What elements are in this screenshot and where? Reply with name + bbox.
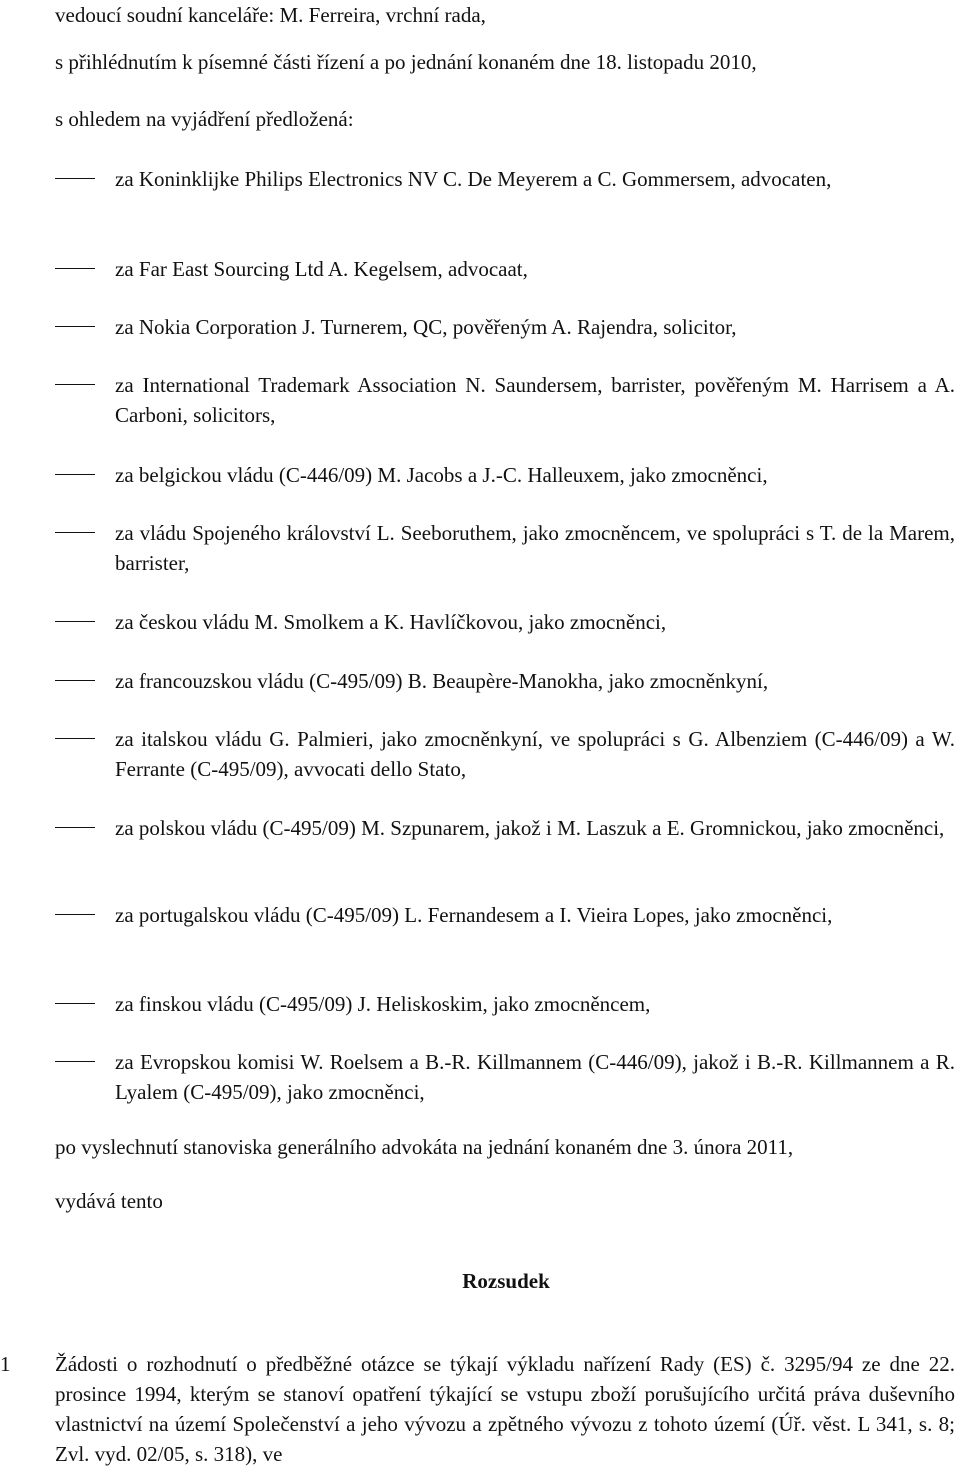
dash-bullet: [55, 326, 95, 327]
procedure-line: s přihlédnutím k písemné části řízení a po jednání konaném dne 18. listopadu 2010,: [55, 50, 757, 74]
observations-intro: s ohledem na vyjádření předložená:: [55, 107, 354, 131]
representative-text: za Far East Sourcing Ltd A. Kegelsem, advocaat,: [115, 257, 528, 281]
representative-item: [55, 460, 955, 490]
representative-text: za francouzskou vládu (C-495/09) B. Beaupère-Manokha, jako zmocněnkyní,: [115, 669, 769, 693]
representative-item: [55, 607, 955, 637]
representative-text: za belgickou vládu (C-446/09) M. Jacobs a J.-C. Halleuxem, jako zmocněnci,: [115, 463, 768, 487]
representative-text: za českou vládu M. Smolkem a K. Havlíčkovou, jako zmocněnci,: [115, 610, 667, 634]
dash-bullet: [55, 680, 95, 681]
paragraph-text: Žádosti o rozhodnutí o předběžné otázce se týkají výkladu nařízení Rady (ES) č. 3295/94 ze dne 22. prosince 1994, kterým se stanoví opatření týkající se vstupu zboží porušujícího určitá práva duševního vlastnictví na území Společenství a jeho vývozu a zpětného vývozu z tohoto území (Úř. věst. L 341, s. 8; Zvl. vyd. 02/05, s. 318), ve: [55, 1352, 955, 1466]
representative-item: [55, 370, 955, 430]
advocate-general-line: po vyslechnutí stanoviska generálního advokáta na jednání konaném dne 3. února 2011,: [55, 1135, 794, 1159]
representative-item: [55, 724, 955, 784]
dash-bullet: [55, 738, 95, 739]
representative-item: [55, 666, 955, 696]
representative-text: za polskou vládu (C-495/09) M. Szpunarem, jakož i M. Laszuk a E. Gromnickou, jako zmocněnci,: [115, 816, 945, 840]
representative-text: za italskou vládu G. Palmieri, jako zmocněnkyní, ve spolupráci s G. Albenziem (C-446/09) a W. Ferrante (C-495/09), avvocati dello Stato,: [115, 727, 955, 781]
dash-bullet: [55, 268, 95, 269]
judgment-heading: Rozsudek: [462, 1269, 550, 1293]
representative-item: [55, 813, 955, 843]
representative-text: za vládu Spojeného království L. Seeboruthem, jako zmocněncem, ve spolupráci s T. de la Marem, barrister,: [115, 521, 955, 575]
representative-item: [55, 518, 955, 578]
representative-text: za Koninklijke Philips Electronics NV C. De Meyerem a C. Gommersem, advocaten,: [115, 167, 832, 191]
dash-bullet: [55, 532, 95, 533]
representative-text: za portugalskou vládu (C-495/09) L. Fernandesem a I. Vieira Lopes, jako zmocněnci,: [115, 903, 833, 927]
representative-text: za finskou vládu (C-495/09) J. Heliskoskim, jako zmocněncem,: [115, 992, 651, 1016]
numbered-paragraph: [0, 1349, 955, 1469]
representative-item: [55, 164, 955, 194]
representative-item: [55, 989, 955, 1019]
representative-text: za Evropskou komisi W. Roelsem a B.-R. Killmannem (C-446/09), jakož i B.-R. Killmannem a R. Lyalem (C-495/09), jako zmocněnci,: [115, 1050, 955, 1104]
dash-bullet: [55, 914, 95, 915]
representative-text: za Nokia Corporation J. Turnerem, QC, pověřeným A. Rajendra, solicitor,: [115, 315, 737, 339]
representative-item: [55, 900, 955, 930]
delivers-line: vydává tento: [55, 1189, 163, 1213]
dash-bullet: [55, 827, 95, 828]
dash-bullet: [55, 474, 95, 475]
representative-item: [55, 254, 955, 284]
court-registrar-line: vedoucí soudní kanceláře: M. Ferreira, vrchní rada,: [55, 3, 486, 27]
dash-bullet: [55, 621, 95, 622]
dash-bullet: [55, 1061, 95, 1062]
dash-bullet: [55, 178, 95, 179]
representative-item: [55, 312, 955, 342]
dash-bullet: [55, 384, 95, 385]
paragraph-number: 1: [0, 1352, 11, 1376]
representative-item: [55, 1047, 955, 1107]
representative-text: za International Trademark Association N. Saundersem, barrister, pověřeným M. Harrisem a A. Carboni, solicitors,: [115, 373, 955, 427]
dash-bullet: [55, 1003, 95, 1004]
